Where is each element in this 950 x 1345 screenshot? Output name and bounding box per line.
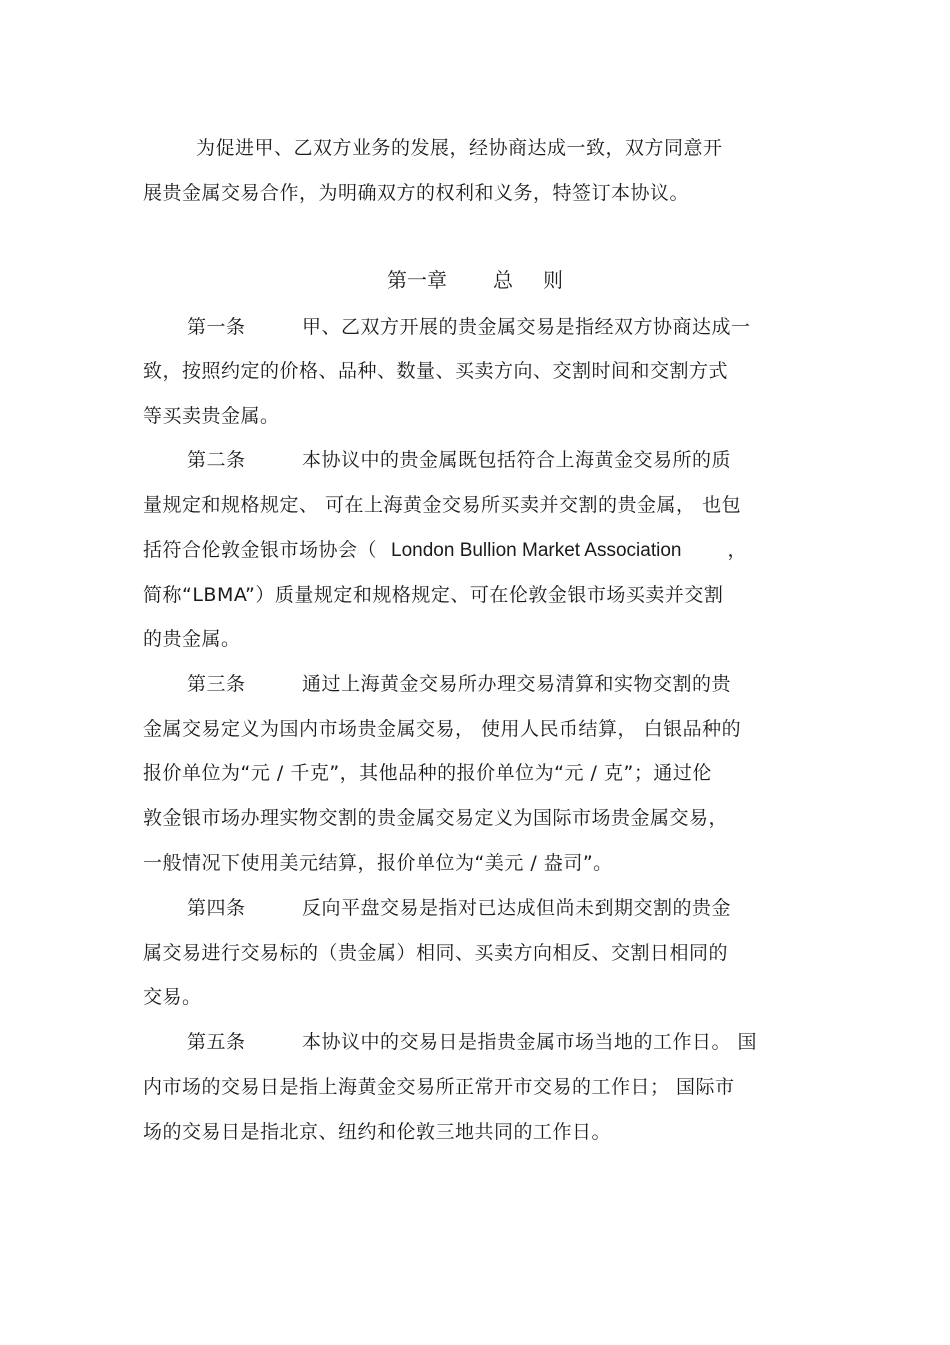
article-1-text-1: 甲、乙双方开展的贵金属交易是指经双方协商达成一 xyxy=(302,316,751,338)
article-3-line-3: 报价单位为“元 / 千克”，其他品种的报价单位为“元 / 克”；通过伦 xyxy=(143,762,712,784)
chapter-title-part1: 总 xyxy=(493,268,513,292)
article-2-number: 第二条 xyxy=(187,449,246,471)
association-comma: ， xyxy=(727,539,747,561)
chapter-title-part2: 则 xyxy=(543,268,563,292)
article-2-line-2: 量规定和规格规定、 可在上海黄金交易所买卖并交割的贵金属， 也包 xyxy=(143,494,742,516)
article-3-line-5: 一般情况下使用美元结算，报价单位为“美元 / 盎司”。 xyxy=(143,852,613,874)
article-2-text-3: 括符合伦敦金银市场协会（ xyxy=(143,539,378,561)
article-3-line-4: 敦金银市场办理实物交割的贵金属交易定义为国际市场贵金属交易， xyxy=(143,807,729,829)
chapter-heading xyxy=(0,266,950,294)
article-4-line-2: 属交易进行交易标的（贵金属）相同、买卖方向相反、交割日相同的 xyxy=(143,942,729,964)
article-3-line-1 xyxy=(187,671,731,697)
article-1-line-2: 致，按照约定的价格、品种、数量、买卖方向、交割时间和交割方式 xyxy=(143,360,729,382)
intro-line-2: 展贵金属交易合作，为明确双方的权利和义务，特签订本协议。 xyxy=(143,182,690,204)
article-5-text-1: 本协议中的交易日是指贵金属市场当地的工作日。 国 xyxy=(302,1031,758,1053)
intro-line-1: 为促进甲、乙双方业务的发展，经协商达成一致，双方同意开 xyxy=(196,137,723,159)
article-2-line-5: 的贵金属。 xyxy=(143,628,241,650)
article-5-line-3: 场的交易日是指北京、纽约和伦敦三地共同的工作日。 xyxy=(143,1121,612,1143)
article-4-number: 第四条 xyxy=(187,897,246,919)
article-3-number: 第三条 xyxy=(187,673,246,695)
article-2-line-3 xyxy=(143,537,747,564)
article-1-line-1 xyxy=(187,314,751,340)
chapter-number: 第一章 xyxy=(387,268,447,292)
article-1-line-3: 等买卖贵金属。 xyxy=(143,405,280,427)
article-4-line-3: 交易。 xyxy=(143,986,202,1008)
article-3-line-2: 金属交易定义为国内市场贵金属交易， 使用人民币结算， 白银品种的 xyxy=(143,718,742,740)
article-3-text-1: 通过上海黄金交易所办理交易清算和实物交割的贵 xyxy=(302,673,732,695)
article-4-line-1 xyxy=(187,895,731,921)
article-2-line-4: 简称“LBMA”）质量规定和规格规定、可在伦敦金银市场买卖并交割 xyxy=(143,584,724,606)
article-2-text-1: 本协议中的贵金属既包括符合上海黄金交易所的质 xyxy=(302,449,732,471)
article-4-text-1: 反向平盘交易是指对已达成但尚未到期交割的贵金 xyxy=(302,897,732,919)
article-5-number: 第五条 xyxy=(187,1031,246,1053)
article-5-line-1 xyxy=(187,1029,757,1055)
article-1-number: 第一条 xyxy=(187,316,246,338)
article-5-line-2: 内市场的交易日是指上海黄金交易所正常开市交易的工作日； 国际市 xyxy=(143,1076,735,1098)
association-name: London Bullion Market Association xyxy=(391,540,682,561)
article-2-line-1 xyxy=(187,447,731,473)
